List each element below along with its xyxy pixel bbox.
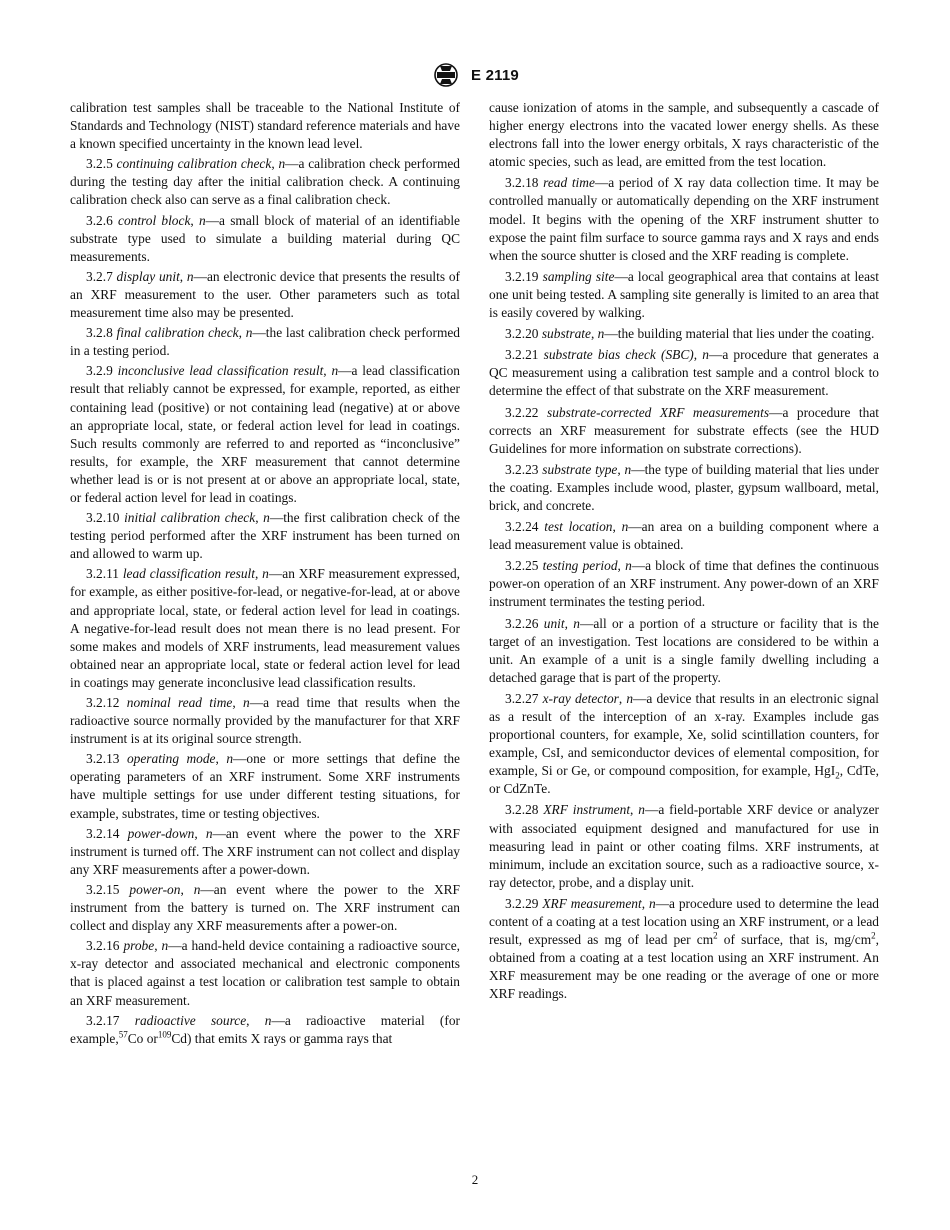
definition-3-2-7: 3.2.7 display unit, n—an electronic device that presents the results of an XRF measurement to the user. Other parameters such as total measurement time also may be presented. <box>70 268 460 321</box>
definition-3-2-25: 3.2.25 testing period, n—a block of time that defines the continuous power-on operation of an XRF instrument. Any power-down of an XRF instrument terminates the testing period. <box>489 558 879 610</box>
definition-3-2-28: 3.2.28 XRF instrument, n—a field-portable XRF device or analyzer with associated equipment designed and manufactured for use in measuring lead in paint or other coating films. XRF instruments, at minimum, include an excitation source, such as a radioactive source, x-ray detector, probe, and a display unit. <box>489 802 879 890</box>
definition-3-2-13: 3.2.13 operating mode, n—one or more settings that define the operating parameters of an XRF instrument. Some XRF instruments have multiple settings for use under different testing situations, for example, substrates, time or testing objectives. <box>70 751 460 821</box>
definition-3-2-19: 3.2.19 sampling site—a local geographical area that contains at least one unit being tested. A sampling site generally is limited to an area that is easily covered by walking. <box>489 268 879 321</box>
definition-3-2-26: 3.2.26 unit, n—all or a portion of a structure or facility that is the target of an investigation. Test locations are considered to be within a unit. An example of a unit is a single family dwelling including a detached garage that is part of the property. <box>489 615 879 685</box>
definition-3-2-22: 3.2.22 substrate-corrected XRF measurements—a procedure that corrects an XRF measurement for substrate effects (see the HUD Guidelines for more information on substrate corrections). <box>489 404 879 456</box>
definition-3-2-5: 3.2.5 continuing calibration check, n—a calibration check performed during the testing day after the initial calibration check. A continuing calibration check also can serve as a final calibration check. <box>70 156 460 208</box>
definition-3-2-27: 3.2.27 x-ray detector, n—a device that results in an electronic signal as a result of the interception of an x-ray. Examples include gas proportional counters, for example, Xe, solid scintillation counters, for example, CsI, and semiconductor devices of elemental composition, for example, Si or Ge, or compound composition, for example, HgI$_2$, CdTe, or CdZnTe. <box>489 690 879 797</box>
definition-3-2-18: 3.2.18 read time—a period of X ray data collection time. It may be controlled manually or automatically depending on the XRF instrument model. It begins with the opening of the XRF instrument shutter to expose the paint film surface to source gamma rays and X rays and ends when the source shutter is closed and the XRF reading is complete. <box>489 175 880 263</box>
definition-3-2-24: 3.2.24 test location, n—an area on a building component where a lead measurement value is obtained. <box>489 519 879 553</box>
page-number: 2 <box>471 1172 479 1187</box>
definition-3-2-16: 3.2.16 probe, n—a hand-held device containing a radioactive source, x-ray detector and associated mechanical and electronic components that is placed against a test location or calibration test sample to obtain an XRF measurement. <box>70 938 460 1008</box>
definition-3-2-20: 3.2.20 substrate, n—the building material that lies under the coating. <box>505 326 875 342</box>
definition-3-2-8: 3.2.8 final calibration check, n—the last calibration check performed in a testing period. <box>70 325 461 359</box>
definition-3-2-14: 3.2.14 power-down, n—an event where the power to the XRF instrument is turned off. The XRF instrument can not collect and display any XRF measurements after a power-down. <box>70 825 460 877</box>
astm-logo-icon <box>431 62 461 88</box>
page-header <box>0 62 950 88</box>
definition-3-2-10: 3.2.10 initial calibration check, n—the first calibration check of the testing period performed after the XRF instrument has been turned on and allowed to warm up. <box>70 510 460 562</box>
paragraph: calibration test samples shall be traceable to the National Institute of Standards and Technology (NIST) standard reference materials and have a known specified uncertainty in the known lead level. <box>70 100 460 152</box>
definition-3-2-23: 3.2.23 substrate type, n—the type of building material that lies under the coating. Examples include wood, plaster, gypsum wallboard, metal, brick, and concrete. <box>489 461 879 513</box>
definition-3-2-15: 3.2.15 power-on, n—an event where the power to the XRF instrument from the battery is turned on. The XRF instrument can collect and display any XRF measurements after a power-on. <box>70 881 460 934</box>
right-column <box>489 99 879 1006</box>
definition-3-2-12: 3.2.12 nominal read time, n—a read time that results when the radioactive source normally provided by the manufacturer for that XRF instrument is at its original source strength. <box>70 695 460 747</box>
definition-3-2-9: 3.2.9 inconclusive lead classification result, n—a lead classification result that reliably cannot be expressed, for example, reported, as either containing lead (positive) or not containing lead (negative) at or above an appropriate local, state, or federal action level for lead in coatings. Such results commonly are referred to and reported as “inconclusive” results, for example, the XRF measurement that cannot determine whether lead is or is not present at or above an appropriate local, state, or federal action level for lead in coatings. <box>70 363 460 505</box>
left-column <box>70 99 460 1050</box>
definition-3-2-17: 3.2.17 radioactive source, n—a radioactive material (for example,$^{57}$Co $or^{109}Cd$) that emits X rays or gamma rays that <box>70 1012 460 1046</box>
definition-3-2-6: 3.2.6 control block, n—a small block of material of an identifiable substrate type used to simulate a building material during QC measurements. <box>70 212 460 264</box>
standard-designation: E 2119 <box>471 66 519 84</box>
definition-3-2-21: 3.2.21 substrate bias check (SBC), n—a procedure that generates a QC measurement using a calibration test sample and a control block to determine the effect of that substrate on the XRF measurement. <box>489 347 879 399</box>
definition-3-2-11: 3.2.11 lead classification result, n—an XRF measurement expressed, for example, as either positive-for-lead, or negative-for-lead, at or above and appropriate local, state, or federal action level for lead in coatings. A negative-for-lead result does not mean there is no lead present. For some makes and models of XRF instruments, lead measurement values obtained near an appropriate local, state or federal action level for lead in coatings may generate inconclusive lead classification results. <box>70 566 460 690</box>
paragraph: cause ionization of atoms in the sample, and subsequently a cascade of higher energy electrons into the vacated lower energy shells. As these electrons fall into the lower energy orbitals, X rays characteristic of the atomic species, such as lead, are emitted from the test location. <box>489 100 879 170</box>
definition-3-2-29: 3.2.29 XRF measurement, n—a procedure used to determine the lead content of a coating at a test location using an XRF instrument, or a lead result, expressed as mg of lead per $cm^2$ of surface, that is, $mg/cm^2$, obtained from a coating at a test location using an XRF instrument. An XRF measurement may be one reading or the average of one or more XRF readings. <box>489 895 879 1002</box>
